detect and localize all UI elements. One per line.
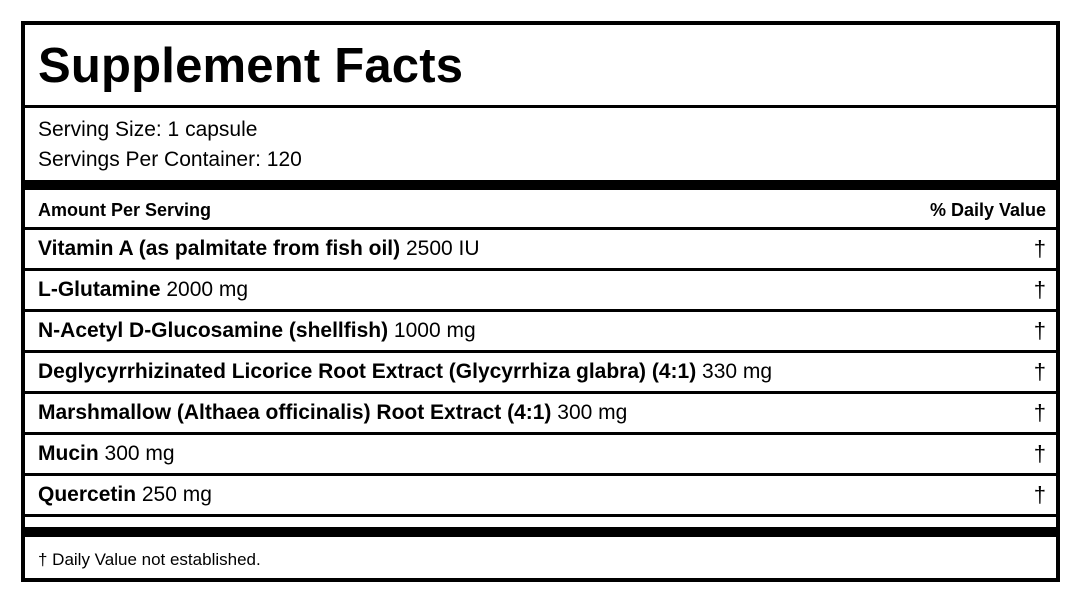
daily-value-mark: †: [1033, 400, 1046, 425]
ingredient-text: [38, 360, 772, 384]
ingredient-amount: 2500 IU: [405, 237, 480, 260]
ingredient-text: [38, 483, 212, 507]
ingredient-name: L-Glutamine: [38, 278, 161, 301]
daily-value-mark: †: [1033, 482, 1046, 507]
ingredient-row: [25, 353, 1056, 394]
thick-divider: [25, 527, 1056, 537]
panel-title: Supplement Facts: [38, 39, 464, 93]
ingredient-row: [25, 312, 1056, 353]
daily-value-mark: †: [1033, 441, 1046, 466]
ingredient-row: [25, 230, 1056, 271]
ingredient-row: [25, 476, 1056, 517]
daily-value-mark: †: [1033, 277, 1046, 302]
serving-info: [25, 108, 1056, 180]
ingredient-amount: 300 mg: [104, 442, 175, 465]
ingredient-name: Vitamin A (as palmitate from fish oil): [38, 237, 401, 260]
daily-value-mark: †: [1033, 359, 1046, 384]
title-section: [25, 25, 1056, 108]
ingredient-text: [38, 278, 248, 302]
ingredient-amount: 250 mg: [141, 483, 212, 506]
serving-size: Serving Size: 1 capsule: [38, 118, 258, 141]
ingredient-amount: 330 mg: [702, 360, 773, 383]
ingredient-name: Deglycyrrhizinated Licorice Root Extract (Glycyrrhiza glabra) (4:1): [38, 360, 697, 383]
ingredient-text: [38, 237, 480, 261]
servings-per-container: Servings Per Container: 120: [38, 148, 302, 171]
ingredient-text: [38, 401, 627, 425]
table-header: [25, 190, 1056, 230]
daily-value-mark: †: [1033, 318, 1046, 343]
ingredient-name: Quercetin: [38, 483, 137, 506]
ingredient-amount: 300 mg: [557, 401, 628, 424]
daily-value-mark: †: [1033, 236, 1046, 261]
ingredient-name: N-Acetyl D-Glucosamine (shellfish): [38, 319, 389, 342]
thick-divider: [25, 180, 1056, 190]
ingredient-name: Marshmallow (Althaea officinalis) Root Extract (4:1): [38, 401, 552, 424]
ingredient-row: [25, 435, 1056, 476]
supplement-facts-panel: [21, 21, 1060, 582]
ingredient-amount: 2000 mg: [166, 278, 249, 301]
ingredient-amount: 1000 mg: [393, 319, 476, 342]
footnote: † Daily Value not established.: [38, 550, 261, 569]
ingredient-text: [38, 442, 175, 466]
ingredient-row: [25, 394, 1056, 435]
daily-value-header: % Daily Value: [929, 200, 1046, 220]
amount-per-serving-header: Amount Per Serving: [38, 200, 212, 220]
ingredient-text: [38, 319, 476, 343]
ingredient-name: Mucin: [38, 442, 99, 465]
ingredient-row: [25, 271, 1056, 312]
ingredient-list: [25, 230, 1056, 517]
